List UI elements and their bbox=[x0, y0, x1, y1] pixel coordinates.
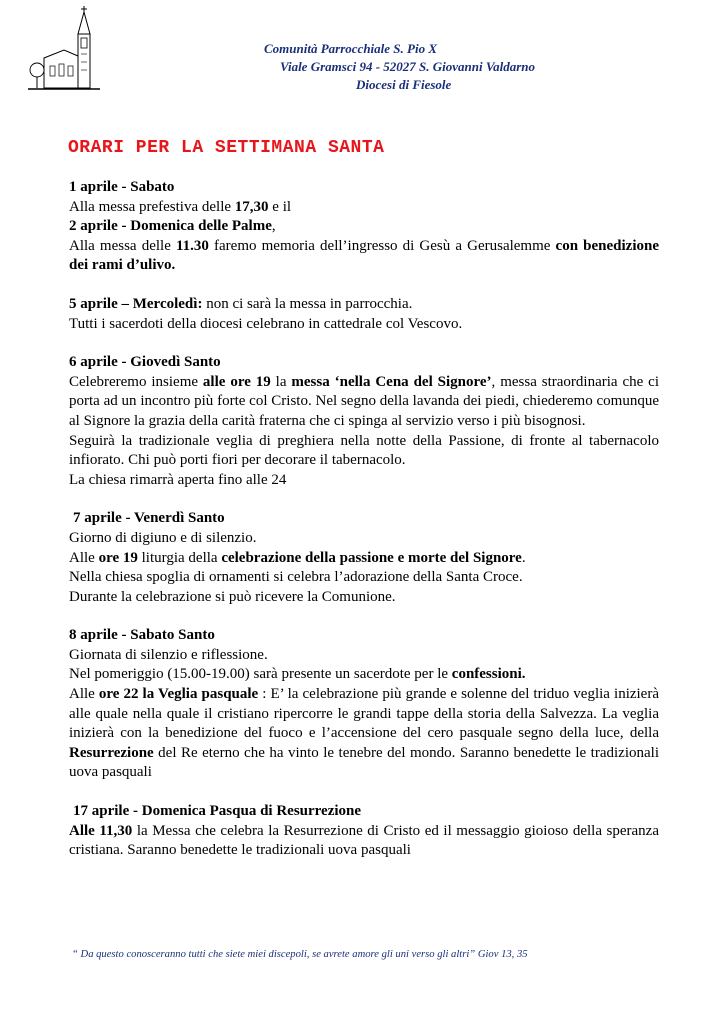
text-span: Alle bbox=[69, 686, 99, 703]
paragraph bbox=[69, 373, 659, 432]
paragraph bbox=[69, 549, 659, 569]
text-span: , bbox=[271, 218, 276, 235]
text-span: la Messa che celebra la Resurrezione di Cristo ed il messaggio gioioso della speranza cristiana. Saranno benedette le tradizionali uova pasquali bbox=[69, 822, 659, 859]
section-5-aprile bbox=[69, 295, 659, 334]
text-span: e il bbox=[268, 198, 292, 215]
diocese-name: Diocesi di Fiesole bbox=[356, 77, 452, 92]
paragraph bbox=[69, 198, 659, 218]
bold-span: confessioni. bbox=[451, 666, 526, 683]
section-heading: 5 aprile – Mercoledì: bbox=[69, 295, 203, 312]
paragraph: Nella chiesa spoglia di ornamenti si celebra l’adorazione della Santa Croce. bbox=[69, 569, 523, 586]
paragraph: Seguirà la tradizionale veglia di preghiera nella notte della Passione, di fronte al tabernacolo infiorato. Chi può porti fiori per decorare il tabernacolo. bbox=[69, 432, 659, 469]
parish-header bbox=[240, 40, 600, 94]
section-1-2-aprile bbox=[69, 178, 659, 276]
bold-span: Alle 11,30 bbox=[69, 822, 133, 839]
bold-span: ore 19 bbox=[98, 549, 138, 566]
paragraph: Durante la celebrazione si può ricevere la Comunione. bbox=[69, 588, 396, 605]
section-heading: 17 aprile - Domenica Pasqua di Resurrezione bbox=[73, 803, 362, 820]
section-heading: 7 aprile - Venerdì Santo bbox=[73, 510, 225, 527]
bold-span: messa ‘nella Cena del Signore’ bbox=[291, 373, 492, 390]
text-span: liturgia della bbox=[137, 549, 222, 566]
text-span: faremo memoria dell’ingresso di Gesù a Gerusalemme bbox=[208, 237, 556, 254]
section-8-aprile bbox=[69, 626, 659, 783]
schedule-content bbox=[69, 178, 659, 880]
text-span: non ci sarà la messa in parrocchia. bbox=[202, 295, 413, 312]
paragraph bbox=[69, 665, 659, 685]
section-7-aprile bbox=[69, 509, 659, 607]
text-span: . bbox=[521, 549, 526, 566]
paragraph bbox=[69, 237, 659, 276]
paragraph bbox=[69, 822, 659, 861]
parish-address: Viale Gramsci 94 - 52027 S. Giovanni Valdarno bbox=[280, 59, 535, 74]
text-span: Nel pomeriggio (15.00-19.00) sarà presente un sacerdote per le bbox=[69, 666, 452, 683]
parish-name: Comunità Parrocchiale S. Pio X bbox=[264, 41, 437, 56]
text-span: Celebreremo insieme bbox=[69, 373, 203, 390]
paragraph: La chiesa rimarrà aperta fino alle 24 bbox=[69, 471, 287, 488]
bold-span: celebrazione della passione e morte del Signore bbox=[221, 549, 522, 566]
paragraph bbox=[69, 217, 659, 237]
text-span: Alle bbox=[69, 549, 99, 566]
paragraph bbox=[69, 685, 659, 783]
text-span: del Re eterno che ha vinto le tenebre del mondo. Saranno benedette le tradizionali uova pasquali bbox=[69, 744, 659, 781]
bold-span: 17,30 bbox=[234, 198, 269, 215]
footer-quote: “ Da questo conosceranno tutti che siete miei discepoli, se avrete amore gli uni verso gli altri” Giov 13, 35 bbox=[72, 949, 528, 960]
section-heading: 1 aprile - Sabato bbox=[69, 179, 175, 195]
paragraph: Giornata di silenzio e riflessione. bbox=[69, 646, 268, 663]
section-heading: 6 aprile - Giovedì Santo bbox=[69, 354, 221, 371]
paragraph: Tutti i sacerdoti della diocesi celebrano in cattedrale col Vescovo. bbox=[69, 315, 463, 332]
section-heading: 2 aprile - Domenica delle Palme bbox=[69, 218, 272, 235]
text-span: , messa straordinaria che ci porta ad un incontro più forte col Cristo. Nel segno della lavanda dei piedi, chiederemo comunque al Signore la grazia della carità fraterna che ci spinga al servizio verso i più bisognosi. bbox=[69, 373, 659, 429]
page-title: ORARI PER LA SETTIMANA SANTA bbox=[68, 138, 385, 158]
bold-span: 11.30 bbox=[175, 237, 209, 254]
section-heading: 8 aprile - Sabato Santo bbox=[69, 627, 215, 644]
text-span: la bbox=[270, 373, 292, 390]
bold-span: con benedizione dei rami d’ulivo. bbox=[69, 237, 659, 274]
bold-span: ore 22 la Veglia pasquale bbox=[98, 686, 259, 703]
text-span: Alla messa delle bbox=[69, 237, 176, 254]
section-17-aprile bbox=[69, 802, 659, 861]
text-span: : E’ la celebrazione più grande e solenne del triduo veglia inizierà alle quale nella quale il cristiano ripercorre le grandi tappe della storia della Salvezza. La veglia inizierà con la benedizione del fuoco e l’accensione del cero pasquale segno della luce, della bbox=[69, 686, 659, 742]
section-6-aprile bbox=[69, 353, 659, 490]
bold-span: Resurrezione bbox=[69, 744, 154, 761]
paragraph: Giorno di digiuno e di silenzio. bbox=[69, 529, 257, 546]
paragraph bbox=[69, 295, 659, 315]
bold-span: alle ore 19 bbox=[202, 373, 271, 390]
text-span: Alla messa prefestiva delle bbox=[69, 198, 235, 215]
church-bell-tower-icon bbox=[28, 4, 100, 94]
